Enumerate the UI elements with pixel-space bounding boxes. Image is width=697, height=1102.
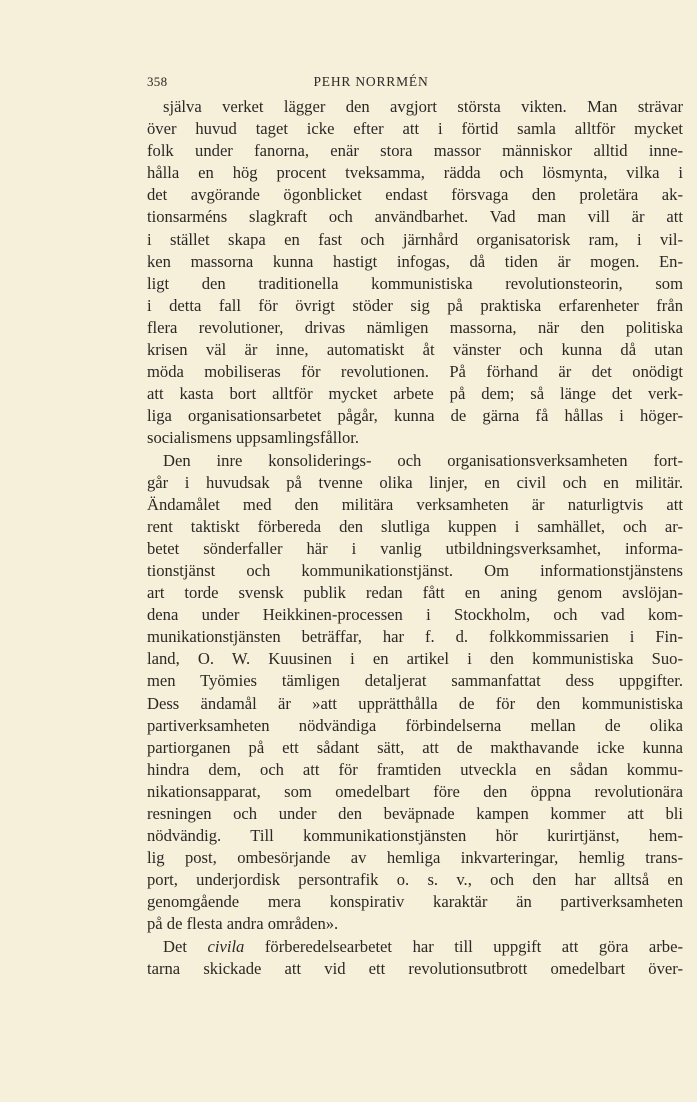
text-line: nödvändig. Till kommunikationstjänsten hör kurirtjänst, hem- [147,826,683,846]
text-line: möda mobiliseras för revolutionen. På förhand är det onödigt [147,362,683,382]
text-line: går i huvudsak på tvenne olika linjer, en civil och en militär. [147,472,683,492]
text-segment: förberedelsearbetet har till uppgift att göra arbe- [244,936,683,956]
text-line: port, underjordisk persontrafik o. s. v., och den har alltså en [147,870,683,890]
text-line: Den inre konsoliderings- och organisationsverksamheten fort- [163,450,683,470]
running-head: PEHR NORRMÉN [313,74,429,89]
text-line: betet sönderfaller här i vanlig utbildningsverksamhet, informa- [147,538,683,558]
body-text [147,96,683,980]
text-line: men Työmies tämligen detaljerat sammanfattat dess uppgifter. [147,671,683,691]
text-line: hindra dem, och att för framtiden utveckla en sådan kommu- [147,759,683,779]
text-line: ken massorna kunna hastigt infogas, då tiden är mogen. En- [147,251,683,271]
paragraph-2 [147,450,683,936]
text-line: tarna skickade att vid ett revolutionsutbrott omedelbart över- [147,958,683,978]
text-line: rent taktiskt förbereda den slutliga kuppen i samhället, och ar- [147,516,683,536]
text-line: det avgörande ögonblicket endast försvaga den proletära ak- [147,185,683,205]
text-line: Dess ändamål är »att upprätthålla de för den kommunistiska [147,693,683,713]
text-line: partiorganen på ett sådant sätt, att de makthavande icke kunna [147,737,683,757]
text-line: art torde svensk publik redan fått en aning genom avslöjan- [147,583,683,603]
paragraph-1 [147,96,683,450]
text-line: socialismens uppsamlingsfållor. [147,428,360,448]
italic-word: civila [207,936,245,956]
text-line: att kasta bort alltför mycket arbete på dem; så länge det verk- [147,384,683,404]
text-line: hålla en hög procent tveksamma, rädda och lösmynta, vilka i [147,163,683,183]
text-line: över huvud taget icke efter att i förtid samla alltför mycket [147,119,683,139]
text-line: tionstjänst och kommunikationstjänst. Om informationstjänstens [147,560,683,580]
text-line [147,936,683,958]
text-line: krisen väl är inne, automatiskt åt vänster och kunna då utan [147,340,683,360]
text-line: dena under Heikkinen-processen i Stockholm, och vad kom- [147,605,683,625]
text-line: flera revolutioner, drivas nämligen massorna, när den politiska [147,317,683,337]
text-line: resningen och under den beväpnade kampen kommer att bli [147,804,683,823]
text-line: själva verket lägger den avgjort största vikten. Man strävar [163,97,683,116]
text-line: partiverksamheten nödvändiga förbindelserna mellan de olika [147,715,683,735]
text-line: munikationstjänsten beträffar, har f. d. folkkommissarien i Fin- [147,627,683,647]
text-line: folk under fanorna, enär stora massor människor alltid inne- [147,141,683,161]
text-line: liga organisationsarbetet pågår, kunna de gärna få hållas i höger- [147,406,683,426]
text-line: genomgående mera konspirativ karaktär än partiverksamheten [147,892,683,912]
text-segment: Det [163,936,208,956]
text-line: land, O. W. Kuusinen i en artikel i den kommunistiska Suo- [147,649,683,669]
paragraph-3 [147,936,683,980]
text-line: i detta fall för övrigt stöder sig på praktiska erfarenheter från [147,295,683,315]
page-number: 358 [147,74,168,89]
text-line: nikationsapparat, som omedelbart före den öppna revolutionära [147,781,683,801]
text-line: tionsarméns slagkraft och användbarhet. Vad man vill är att [147,207,683,227]
text-line: ligt den traditionella kommunistiska revolutionsteorin, som [147,273,683,293]
text-line: Ändamålet med den militära verksamheten är naturligtvis att [147,494,683,514]
text-line: lig post, ombesörjande av hemliga inkvarteringar, hemlig trans- [147,848,683,868]
text-line: i stället skapa en fast och järnhård organisatorisk ram, i vil- [147,229,683,249]
text-line: på de flesta andra områden». [147,914,339,934]
